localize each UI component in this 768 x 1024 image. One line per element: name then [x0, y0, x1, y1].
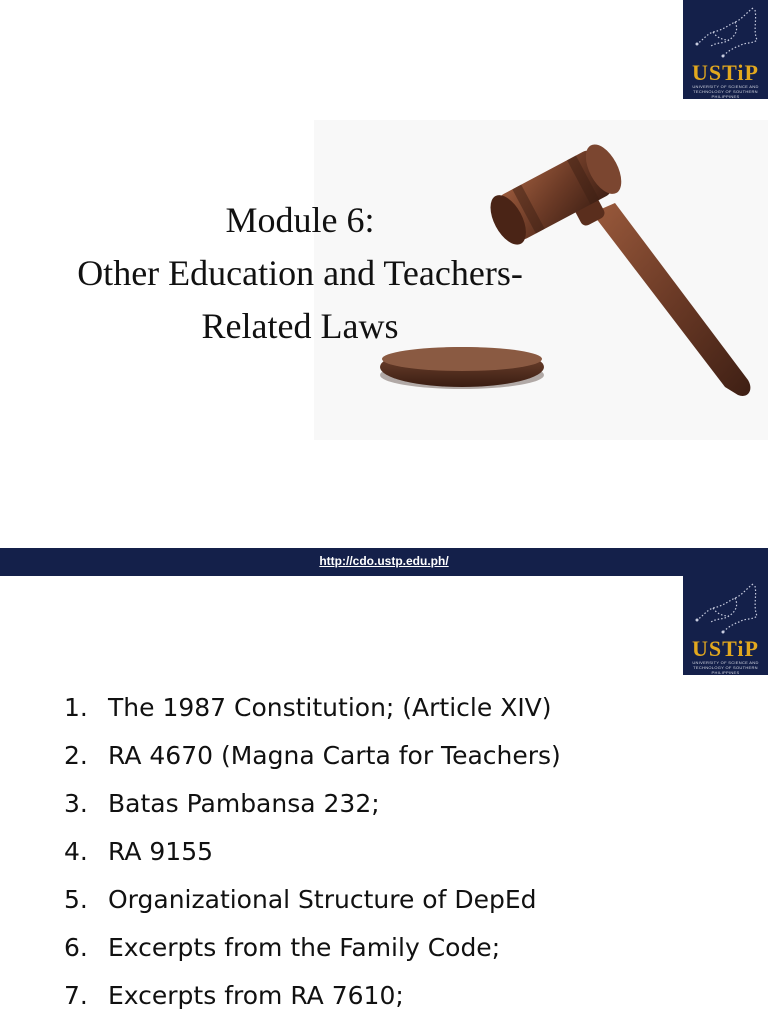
list-item-number: 2.: [64, 741, 88, 770]
title-line-1: Module 6:: [225, 200, 375, 240]
logo-wordmark: USTiP: [692, 60, 759, 85]
list-item-text: Batas Pambansa 232;: [108, 789, 380, 818]
list-item: [64, 732, 561, 780]
list-item-number: 3.: [64, 789, 88, 818]
list-item-number: 6.: [64, 933, 88, 962]
list-item: [64, 876, 561, 924]
footer-bar: [0, 548, 768, 576]
list-item-text: The 1987 Constitution; (Article XIV): [108, 693, 552, 722]
list-item-number: 1.: [64, 693, 88, 722]
list-item-number: 4.: [64, 837, 88, 866]
list-item-text: Excerpts from the Family Code;: [108, 933, 501, 962]
logo-subtitle: UNIVERSITY OF SCIENCE AND TECHNOLOGY OF SOUTHERN PHILIPPINES: [692, 84, 759, 99]
logo-wordmark: USTiP: [692, 636, 759, 661]
ustp-logo: [683, 0, 768, 99]
list-item: [64, 828, 561, 876]
list-item: [64, 780, 561, 828]
list-item-text: RA 9155: [108, 837, 214, 866]
laws-list: [64, 684, 561, 1020]
list-item: [64, 924, 561, 972]
list-item: [64, 684, 561, 732]
slide-title: [20, 194, 580, 353]
title-line-2: Other Education and Teachers-: [77, 253, 523, 293]
list-item-text: RA 4670 (Magna Carta for Teachers): [108, 741, 561, 770]
ustp-logo: [683, 576, 768, 675]
list-item-number: 5.: [64, 885, 88, 914]
logo-subtitle: UNIVERSITY OF SCIENCE AND TECHNOLOGY OF SOUTHERN PHILIPPINES: [692, 660, 759, 675]
title-line-3: Related Laws: [201, 306, 399, 346]
list-item-text: Excerpts from RA 7610;: [108, 981, 404, 1010]
list-item: [64, 972, 561, 1020]
list-item-text: Organizational Structure of DepEd: [108, 885, 537, 914]
footer-url-link[interactable]: http://cdo.ustp.edu.ph/: [319, 554, 449, 568]
contents-slide: [0, 576, 768, 1024]
list-item-number: 7.: [64, 981, 88, 1010]
